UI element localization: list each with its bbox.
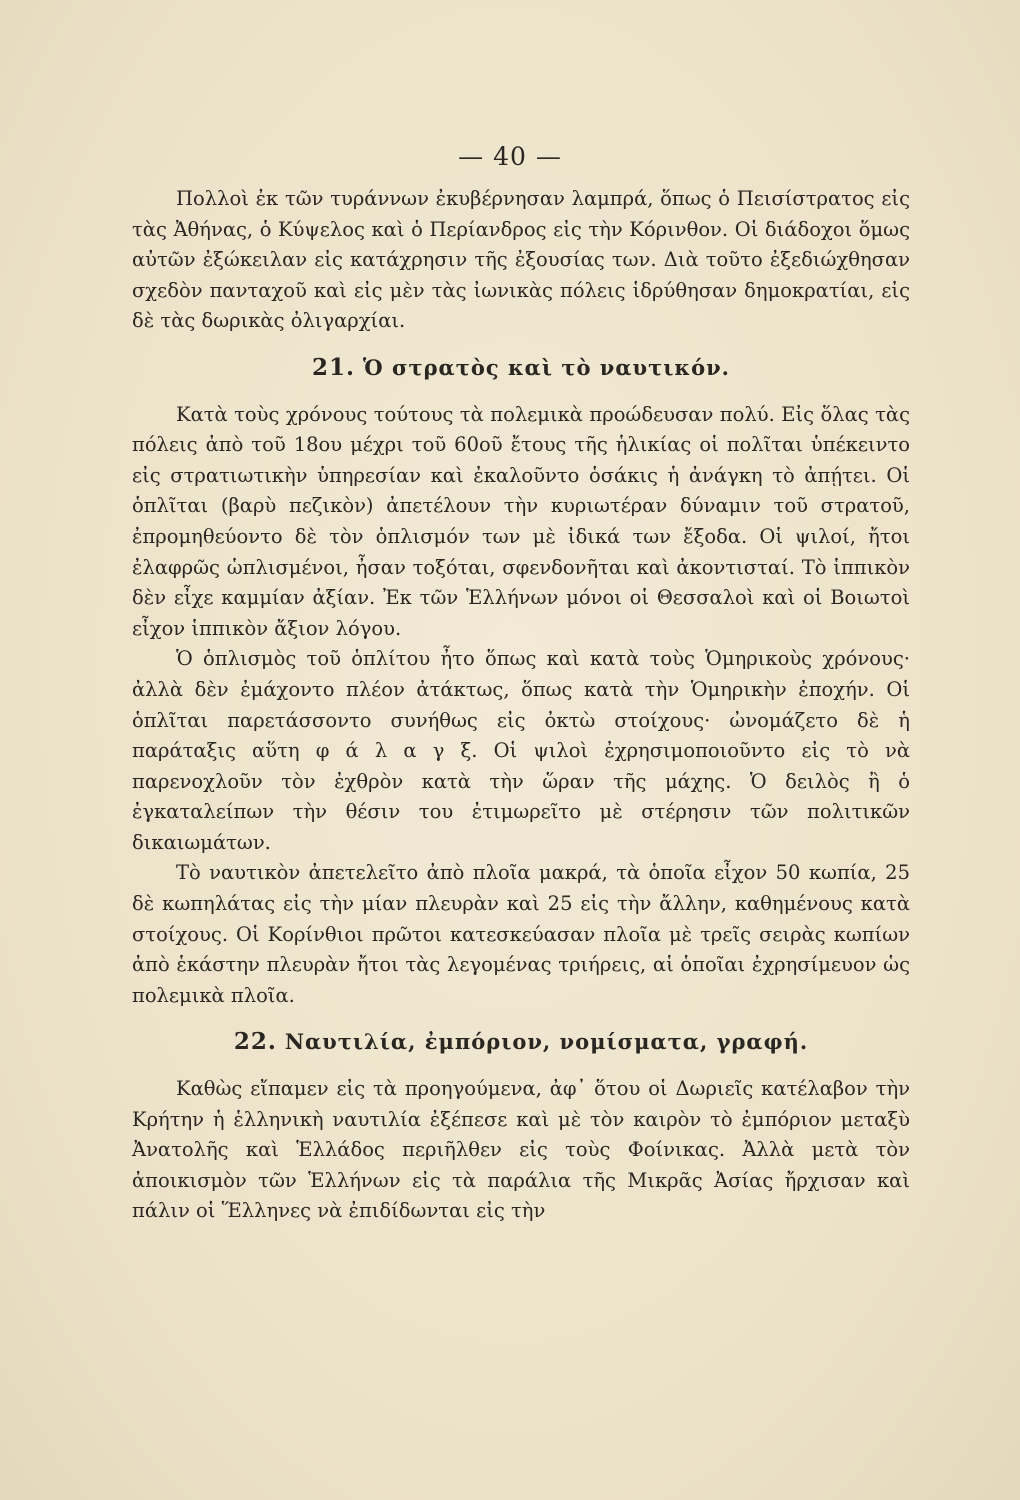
section-number-21: 21. <box>312 353 356 381</box>
paragraph-hoplite: Ὁ ὁπλισμὸς τοῦ ὁπλίτου ἦτο ὅπως καὶ κατὰ τοὺς Ὁμηρικοὺς χρόνους· ἀλλὰ δὲν ἐμάχοντο πλέον ἀτάκτως, ὅπως κατὰ τὴν Ὁμηρικὴν ἐποχήν. Οἱ ὁπλῖται παρετάσσοντο συνήθως εἰς ὀκτὼ στοίχους· ὠνομάζετο δὲ ἡ παράταξις αὕτη φ ά λ α γ ξ. Οἱ ψιλοὶ ἐχρησιμοποιοῦντο εἰς τὸ νὰ παρενοχλοῦν τὸν ἐχθρὸν κατὰ τὴν ὥραν τῆς μάχης. Ὁ δειλὸς ἢ ὁ ἐγκαταλείπων τὴν θέσιν του ἐτιμωρεῖτο μὲ στέρησιν τῶν πολιτικῶν δικαιωμάτων. <box>132 647 910 854</box>
paragraph-army: Κατὰ τοὺς χρόνους τούτους τὰ πολεμικὰ προώδευσαν πολύ. Εἰς ὅλας τὰς πόλεις ἀπὸ τοῦ 18ου μέχρι τοῦ 60οῦ ἔτους τῆς ἡλικίας οἱ πολῖται ὑπέκειντο εἰς στρατιωτικὴν ὑπηρεσίαν καὶ ἐκαλοῦντο ὁσάκις ἡ ἀνάγκη τὸ ἀπῄτει. Οἱ ὁπλῖται (βαρὺ πεζικὸν) ἀπετέλουν τὴν κυριωτέραν δύναμιν τοῦ στρατοῦ, ἐπρομηθεύοντο δὲ τὸν ὁπλισμόν των μὲ ἰδικά των ἔξοδα. Οἱ ψιλοί, ἤτοι ἐλαφρῶς ὡπλισμένοι, ἦσαν τοξόται, σφενδονῆται καὶ ἀκοντισταί. Τὸ ἱππικὸν δὲν εἶχε καμμίαν ἀξίαν. Ἐκ τῶν Ἑλλήνων μόνοι οἱ Θεσσαλοὶ καὶ οἱ Βοιωτοὶ εἶχον ἱππικὸν ἄξιον λόγου. <box>132 402 910 640</box>
section-number-22: 22. <box>233 1028 277 1056</box>
page-number: — 40 — <box>458 142 562 171</box>
section-title-22: Ναυτιλία, ἐμπόριον, νομίσματα, γραφή. <box>284 1029 809 1055</box>
paragraph-navigation: Καθὼς εἴπαμεν εἰς τὰ προηγούμενα, ἀφ᾽ ὅτου οἱ Δωριεῖς κατέλαβον τὴν Κρήτην ἡ ἑλληνικὴ ναυτιλία ἐξέπεσε καὶ μὲ τὸν καιρὸν τὸ ἐμπόριον μεταξὺ Ἀνατολῆς καὶ Ἑλλάδος περιῆλθεν εἰς τοὺς Φοίνικας. Ἀλλὰ μετὰ τὸν ἀποικισμὸν τῶν Ἑλλήνων εἰς τὰ παράλια τῆς Μικρᾶς Ἀσίας ἤρχισαν καὶ πάλιν οἱ Ἕλληνες νὰ ἐπιδίδωνται εἰς τὴν <box>132 1077 910 1223</box>
paragraph-navy: Τὸ ναυτικὸν ἀπετελεῖτο ἀπὸ πλοῖα μακρά, τὰ ὁποῖα εἶχον 50 κωπία, 25 δὲ κωπηλάτας εἰς τὴν μίαν πλευρὰν καὶ 25 εἰς τὴν ἄλλην, καθημένους κατὰ στοίχους. Οἱ Κορίνθιοι πρῶτοι κατεσκεύασαν πλοῖα μὲ τρεῖς σειρὰς κωπίων ἀπὸ ἑκάστην πλευρὰν ἤτοι τὰς λεγομένας τριήρεις, αἱ ὁποῖαι ἐχρησίμευον ὡς πολεμικὰ πλοῖα. <box>132 861 910 1007</box>
paragraph-tyrants: Πολλοὶ ἐκ τῶν τυράννων ἐκυβέρνησαν λαμπρά, ὅπως ὁ Πεισίστρατος εἰς τὰς Ἀθήνας, ὁ Κύψελος καὶ ὁ Περίανδρος εἰς τὴν Κόρινθον. Οἱ διάδοχοι ὅμως αὐτῶν ἐξώκειλαν εἰς κατάχρησιν τῆς ἐξουσίας των. Διὰ τοῦτο ἐξεδιώχθησαν σχεδὸν πανταχοῦ καὶ εἰς μὲν τὰς ἰωνικὰς πόλεις ἱδρύθησαν δημοκρατίαι, εἰς δὲ τὰς δωρικὰς ὀλιγαρχίαι. <box>132 187 910 333</box>
section-heading-21 <box>132 353 910 384</box>
section-heading-22 <box>132 1027 910 1058</box>
body-text <box>132 184 910 1227</box>
section-title-21: Ὁ στρατὸς καὶ τὸ ναυτικόν. <box>363 354 730 380</box>
